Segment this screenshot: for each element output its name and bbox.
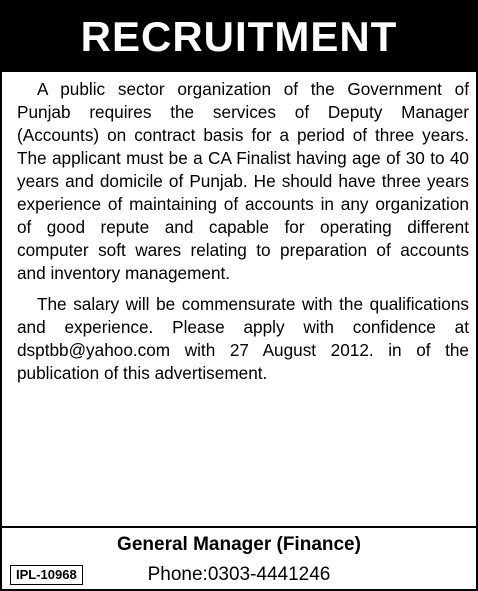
- footer-divider: [2, 526, 476, 528]
- application-paragraph: The salary will be commensurate with the qualifications and experience. Please apply with confidence at dsptbb@yahoo.com with 27 August 2012. in of the publication of this advertisement.: [17, 294, 469, 383]
- job-description-paragraph: A public sector organization of the Government of Punjab requires the services of Deputy Manager (Accounts) on contract basis for a period of three years. The applicant must be a CA Finalist having age of 30 to 40 years and domicile of Punjab. He should have three years experience of maintaining of accounts in any organization of good repute and capable for operating different computer soft wares relating to preparation of accounts and inventory management.: [17, 79, 469, 283]
- ad-body: [17, 78, 469, 385]
- contact-phone: Phone:0303-4441246: [147, 564, 331, 585]
- signatory-title: General Manager (Finance): [117, 534, 361, 555]
- title-banner: [2, 2, 476, 72]
- reference-code: IPL-10968: [10, 565, 83, 585]
- ad-title: RECRUITMENT: [80, 13, 398, 60]
